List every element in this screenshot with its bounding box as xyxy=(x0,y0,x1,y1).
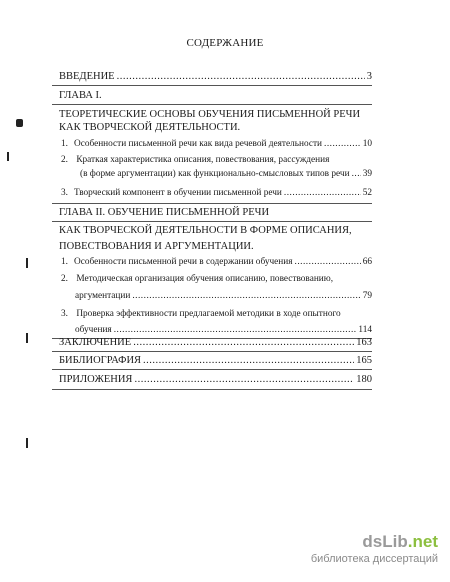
toc-entry-label: ПРИЛОЖЕНИЯ xyxy=(59,374,133,385)
item-number: 1. xyxy=(61,257,68,267)
toc-entry-label: ЗАКЛЮЧЕНИЕ xyxy=(59,337,132,348)
toc-entry-intro[interactable] xyxy=(59,72,372,83)
toc-entry-page: 10 xyxy=(362,139,372,149)
table-rule xyxy=(52,85,372,86)
toc-entry-page: 3 xyxy=(366,71,372,82)
toc-leader xyxy=(352,170,361,179)
toc-entry-page: 39 xyxy=(362,169,372,179)
chapter-2-title: ПОВЕСТВОВАНИЯ И АРГУМЕНТАЦИИ. xyxy=(59,241,254,252)
item-number: 2. xyxy=(61,155,68,165)
site-caption: библиотека диссертаций xyxy=(310,553,438,565)
toc-leader xyxy=(284,189,361,198)
toc-entry-page: 180 xyxy=(356,374,372,385)
site-logo xyxy=(311,532,438,552)
item-number: 3. xyxy=(61,309,68,319)
item-number: 1. xyxy=(61,139,68,149)
toc-leader xyxy=(324,140,361,149)
toc-entry-label: Проверка эффективности предлагаемой методики в ходе опытного xyxy=(76,309,341,319)
item-number: 3. xyxy=(61,188,68,198)
chapter-1-title: ТЕОРЕТИЧЕСКИЕ ОСНОВЫ ОБУЧЕНИЯ ПИСЬМЕННОЙ РЕЧИ xyxy=(59,109,361,120)
toc-entry-ch2-item3-cont[interactable] xyxy=(75,326,372,335)
toc-leader xyxy=(114,326,357,335)
toc-leader xyxy=(295,258,361,267)
table-rule xyxy=(52,369,372,370)
scan-mark xyxy=(26,258,28,268)
toc-entry-ch1-item2-cont[interactable] xyxy=(80,170,372,179)
toc-entry-conclusion[interactable] xyxy=(59,338,372,349)
table-rule xyxy=(52,351,372,352)
table-rule xyxy=(52,389,372,390)
toc-entry-label: Творческий компонент в обучении письменной речи xyxy=(73,188,282,198)
toc-entry-ch2-item1[interactable] xyxy=(61,258,372,267)
toc-entry-ch2-item2-cont[interactable] xyxy=(75,292,372,301)
chapter-1-title: КАК ТВОРЧЕСКОЙ ДЕЯТЕЛЬНОСТИ. xyxy=(59,122,241,133)
toc-entry-label: Краткая характеристика описания, повествования, рассуждения xyxy=(76,155,330,165)
item-number: 2. xyxy=(61,274,68,284)
toc-entry-page: 52 xyxy=(362,188,372,198)
toc-leader xyxy=(134,375,354,386)
table-rule xyxy=(52,221,372,222)
toc-leader xyxy=(117,72,365,83)
toc-leader xyxy=(132,292,360,301)
toc-entry-ch1-item1[interactable] xyxy=(61,140,372,149)
table-rule xyxy=(52,203,372,204)
toc-entry-label: Особенности письменной речи как вида речевой деятельности xyxy=(73,139,322,149)
site-watermark[interactable] xyxy=(311,532,438,565)
toc-entry-label: аргументации xyxy=(75,291,131,301)
logo-main: dsLib xyxy=(362,532,408,551)
logo-tld: .net xyxy=(407,532,438,551)
toc-entry-page: 114 xyxy=(358,325,372,335)
scan-mark xyxy=(26,438,28,448)
toc-entry-ch1-item2[interactable] xyxy=(61,156,329,165)
table-rule xyxy=(52,104,372,105)
chapter-2-heading: ГЛАВА II. ОБУЧЕНИЕ ПИСЬМЕННОЙ РЕЧИ xyxy=(59,207,270,218)
toc-entry-ch2-item2[interactable] xyxy=(61,275,333,284)
scan-mark xyxy=(26,333,28,343)
chapter-1-heading: ГЛАВА I. xyxy=(59,90,102,101)
toc-entry-ch2-item3[interactable] xyxy=(61,310,341,319)
scan-mark xyxy=(7,152,9,161)
toc-entry-page: 79 xyxy=(362,291,372,301)
scan-mark xyxy=(16,119,23,127)
toc-entry-label: (в форме аргументации) как функционально-смысловых типов речи xyxy=(80,169,350,179)
page-title: СОДЕРЖАНИЕ xyxy=(186,37,264,49)
toc-entry-page: 163 xyxy=(356,337,372,348)
toc-entry-bibliography[interactable] xyxy=(59,356,372,367)
toc-entry-label: ВВЕДЕНИЕ xyxy=(59,71,115,82)
toc-entry-label: обучения xyxy=(75,325,112,335)
toc-entry-label: Методическая организация обучения описанию, повествованию, xyxy=(76,274,334,284)
toc-entry-label: БИБЛИОГРАФИЯ xyxy=(59,355,142,366)
chapter-2-title: КАК ТВОРЧЕСКОЙ ДЕЯТЕЛЬНОСТИ В ФОРМЕ ОПИСАНИЯ, xyxy=(59,225,352,236)
toc-entry-label: Особенности письменной речи в содержании обучения xyxy=(73,257,293,267)
toc-leader xyxy=(143,356,354,367)
toc-entry-page: 66 xyxy=(362,257,372,267)
toc-entry-ch1-item3[interactable] xyxy=(61,189,372,198)
toc-entry-appendix[interactable] xyxy=(59,375,372,386)
toc-entry-page: 165 xyxy=(356,355,372,366)
toc-leader xyxy=(133,338,354,349)
